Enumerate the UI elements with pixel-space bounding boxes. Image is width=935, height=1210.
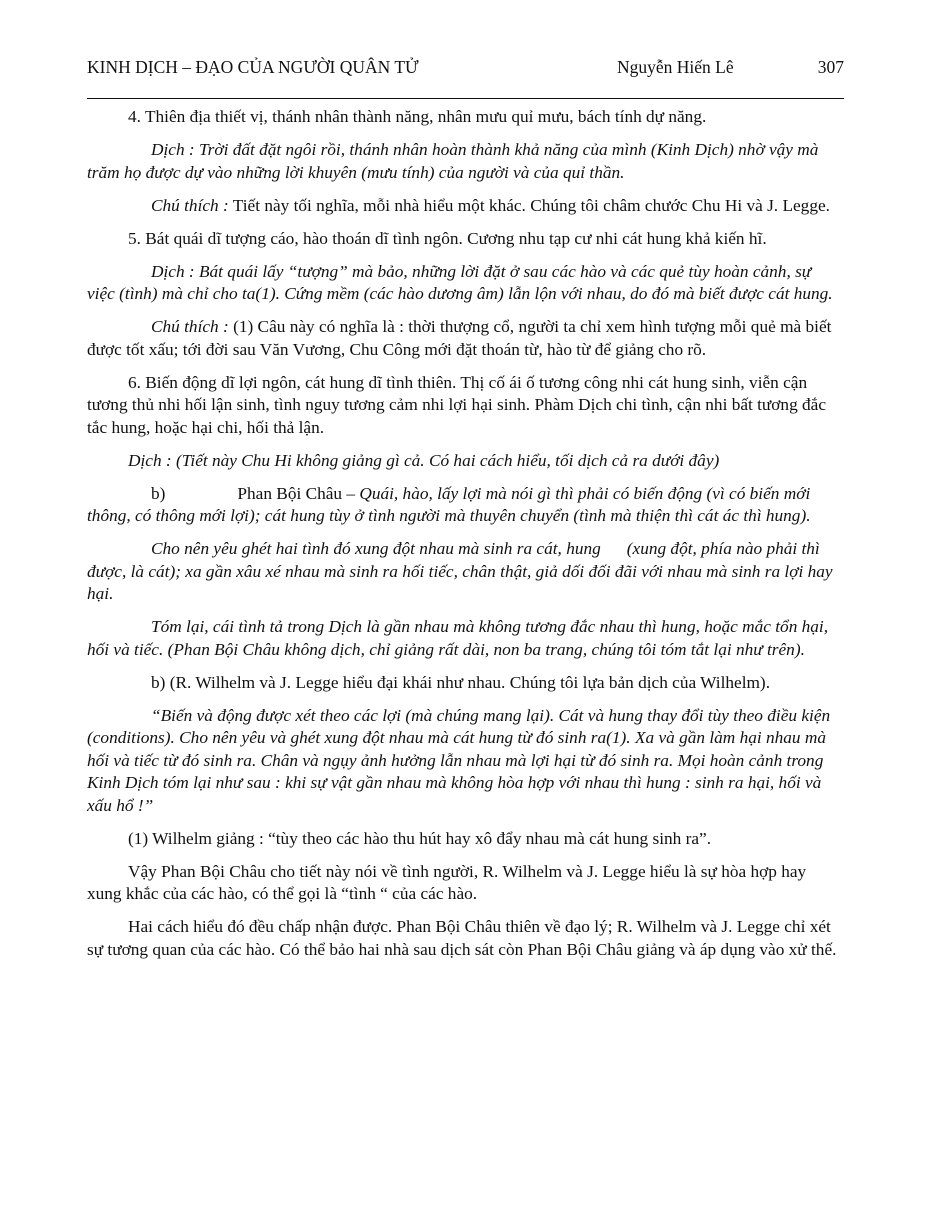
page-body [87, 106, 842, 972]
section-5-translation: Dịch : Bát quái lấy “tượng” mà bảo, những lời đặt ở sau các hào và các quẻ tùy hoàn cảnh, sự việc (tình) mà chỉ cho ta(1). Cứng mềm (các hào dương âm) lẫn lộn với nhau, do đó mà biết được cát hung. [87, 261, 833, 303]
book-title: KINH DỊCH – ĐẠO CỦA NGƯỜI QUÂN TỬ [87, 57, 419, 77]
section-5-note [87, 316, 842, 361]
section-4-original: 4. Thiên địa thiết vị, thánh nhân thành năng, nhân mưu quỉ mưu, bách tính dự năng. [128, 107, 707, 126]
wilhelm-quote: “Biến và động được xét theo các lợi (mà chúng mang lại). Cát và hung thay đổi tùy theo điều kiện (conditions). Cho nên yêu và ghét xung đột nhau mà cát hung từ đó sinh ra(1). Xa và gần làm hại nhau mà hối và tiếc từ đó sinh ra. Chân và ngụy ảnh hưởng lẫn nhau mà lợi hại từ đó sinh ra. Mọi hoàn cảnh trong Kinh Dịch tóm lại như sau : khi sự vật gần nhau mà không hòa hợp với nhau thì hung : sinh ra hại, hối và xấu hổ !” [87, 705, 831, 815]
section-4-translation: Dịch : Trời đất đặt ngôi rồi, thánh nhân hoàn thành khả năng của mình (Kinh Dịch) nhờ vậy mà trăm họ được dự vào những lời khuyên (mưu tính) của người và của quỉ thần. [87, 140, 819, 182]
section-5-original: 5. Bát quái dĩ tượng cáo, hào thoán dĩ tình ngôn. Cương nhu tạp cư nhi cát hung khả kiến hĩ. [128, 228, 767, 248]
commentary-paragraph-1: Vậy Phan Bội Châu cho tiết này nói về tình người, R. Wilhelm và J. Legge hiểu là sự hòa hợp hay xung khắc của các hào, có thể gọi là “tình “ của các hào. [87, 861, 807, 903]
pbc-paragraph-2 [87, 538, 842, 606]
header-rule [87, 98, 844, 99]
section-4-note [87, 195, 842, 218]
note-label: Chú thích : [151, 317, 229, 336]
author-name: Nguyễn Hiến Lê [617, 57, 734, 77]
pbc-text-b: (xung đột, phía nào phải thì được, là cát); xa gần xâu xé nhau mà sinh ra hối tiếc, chân thật, giả dối đối đãi với nhau mà sinh ra lợi hay hại. [87, 539, 833, 603]
pbc-text-a: Cho nên yêu ghét hai tình đó xung đột nhau mà sinh ra cát, hung [151, 539, 601, 558]
pbc-text: Quái, hào, lấy lợi mà nói gì thì phải có biến động (vì có biến mới thông, có thông mới lợi); cát hung tùy ở tình người mà thuyên chuyển (tình mà thiện thì cát ác thì hung). [87, 483, 811, 525]
pbc-paragraph-3: Tóm lại, cái tình tả trong Dịch là gần nhau mà không tương đắc nhau thì hung, hoặc mắc tổn hại, hối và tiếc. (Phan Bội Châu không dịch, chỉ giảng rất dài, non ba trang, chúng tôi tóm tắt lại như trên). [87, 617, 829, 659]
section-6-original: 6. Biến động dĩ lợi ngôn, cát hung dĩ tình thiên. Thị cố ái ố tương công nhi cát hung sinh, viễn cận tương thủ nhi hối lận sinh, tình nguy tương cảm nhi lợi hại sinh. Phàm Dịch chi tình, cận nhi bất tương đắc tắc hung, hoặc hại chi, hối thả lận. [87, 372, 827, 437]
pbc-name: Phan Bội Châu – [237, 483, 360, 503]
note-text: Tiết này tối nghĩa, mỗi nhà hiểu một khác. Chúng tôi châm chước Chu Hi và J. Legge. [228, 195, 830, 215]
wilhelm-footnote: (1) Wilhelm giảng : “tùy theo các hào thu hút hay xô đẩy nhau mà cát hung sinh ra”. [128, 828, 712, 848]
note-text: (1) Câu này có nghĩa là : thời thượng cổ, người ta chỉ xem hình tượng mỗi quẻ mà biết được tốt xấu; tới đời sau Văn Vương, Chu Công mới đặt thoán từ, hào từ để giảng cho rõ. [87, 317, 832, 359]
page-number: 307 [817, 57, 844, 77]
pbc-label: b) [151, 483, 166, 503]
wilhelm-intro: b) (R. Wilhelm và J. Legge hiểu đại khái như nhau. Chúng tôi lựa bản dịch của Wilhelm). [151, 672, 771, 692]
pbc-translation [87, 483, 842, 528]
page-header [87, 57, 844, 81]
section-6-translation-intro: Dịch : (Tiết này Chu Hi không giảng gì cả. Có hai cách hiểu, tối dịch cả ra dưới đây) [128, 450, 720, 470]
note-label: Chú thích : [151, 195, 229, 215]
commentary-paragraph-2: Hai cách hiểu đó đều chấp nhận được. Phan Bội Châu thiên về đạo lý; R. Wilhelm và J. Legge chỉ xét sự tương quan của các hào. Có thể bảo hai nhà sau dịch sát còn Phan Bội Châu giảng và áp dụng vào xử thế. [87, 917, 837, 959]
